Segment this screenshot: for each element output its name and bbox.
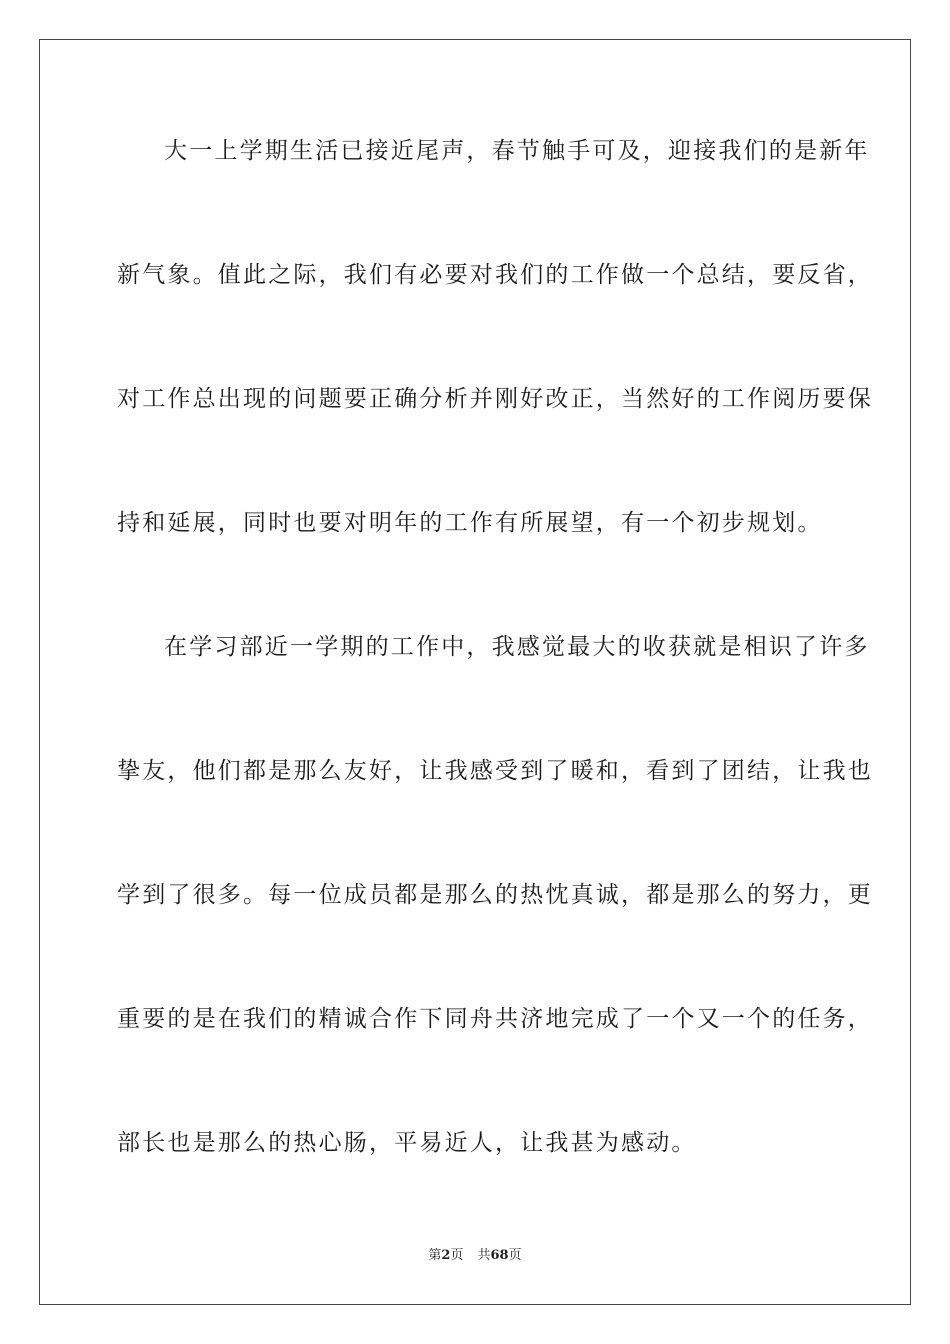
paragraph-2-line-1: 在学习部近一学期的工作中，我感觉最大的收获就是相识了许多 bbox=[164, 634, 870, 660]
footer-page-number: 2 bbox=[441, 1248, 451, 1263]
footer-total-suffix: 页 bbox=[508, 1248, 522, 1263]
footer-page-suffix: 页 bbox=[450, 1248, 464, 1263]
paragraph-1-line-2: 新气象。值此之际，我们有必要对我们的工作做一个总结，要反省， bbox=[117, 262, 873, 288]
footer-total-prefix: 共 bbox=[477, 1248, 491, 1263]
paragraph-1-line-4: 持和延展，同时也要对明年的工作有所展望，有一个初步规划。 bbox=[117, 510, 823, 536]
paragraph-1-line-1: 大一上学期生活已接近尾声，春节触手可及，迎接我们的是新年 bbox=[164, 138, 870, 164]
paragraph-2-line-2: 挚友，他们都是那么友好，让我感受到了暖和，看到了团结，让我也 bbox=[117, 758, 873, 784]
paragraph-2-line-3: 学到了很多。每一位成员都是那么的热忱真诚，都是那么的努力，更 bbox=[117, 882, 873, 908]
paragraph-2-line-4: 重要的是在我们的精诚合作下同舟共济地完成了一个又一个的任务， bbox=[117, 1006, 873, 1032]
footer-page-prefix: 第 bbox=[428, 1248, 442, 1263]
paragraph-1-line-3: 对工作总出现的问题要正确分析并刚好改正，当然好的工作阅历要保 bbox=[117, 386, 873, 412]
page-footer bbox=[0, 1247, 950, 1265]
page-border bbox=[39, 39, 911, 1305]
footer-total-pages: 68 bbox=[490, 1248, 509, 1263]
paragraph-2-line-5: 部长也是那么的热心肠，平易近人，让我甚为感动。 bbox=[117, 1130, 697, 1156]
